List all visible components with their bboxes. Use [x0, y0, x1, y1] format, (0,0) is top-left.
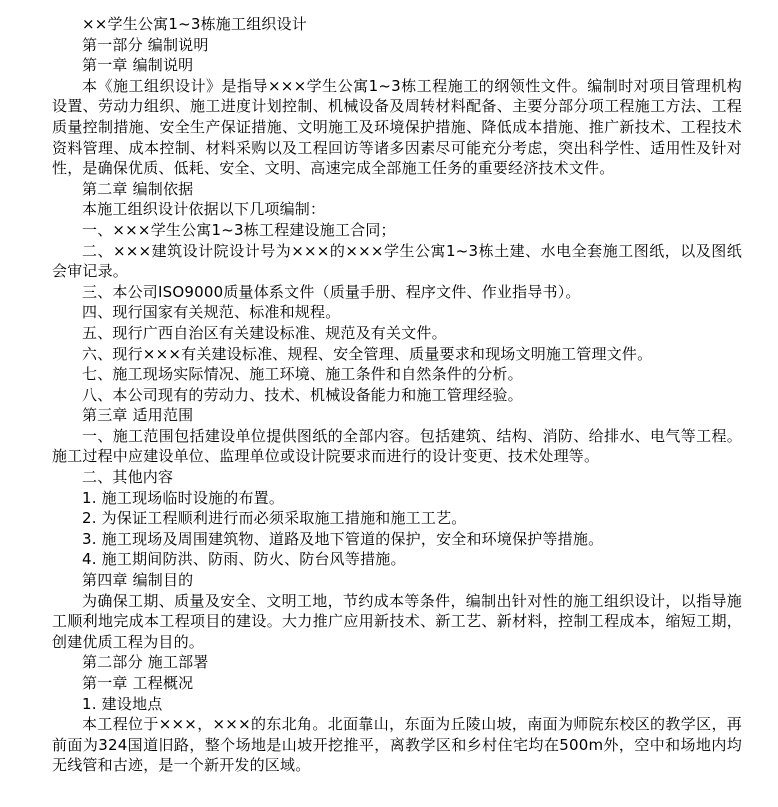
list-item: 2. 为保证工程顺利进行而必须采取施工措施和施工工艺。 — [82, 509, 467, 528]
paragraph: 一、施工范围包括建设单位提供图纸的全部内容。包括建筑、结构、消防、给排水、电气等工程。施工过程中应建设单位、监理单位或设计院要求而进行的设计变更、技术处理等。 — [52, 426, 742, 466]
list-item: 一、×××学生公寓1~3栋工程建设施工合同； — [82, 220, 396, 239]
paragraph: 本《施工组织设计》是指导×××学生公寓1~3栋工程施工的纲领性文件。编制时对项目管理机构设置、劳动力组织、施工进度计划控制、机械设备及周转材料配备、主要分部分项工程施工方法、工程质量控制措施、安全生产保证措施、文明施工及环境保护措施、降低成本措施、推广新技术、工程技术资料管理、成本控制、材料采购以及工程回访等诸多因素尽可能充分考虑，突出科学性、适用性及针对性，是确保优质、低耗、安全、文明、高速完成全部施工任务的重要经济技术文件。 — [52, 76, 742, 178]
list-item: 二、×××建筑设计院设计号为×××的×××学生公寓1~3栋土建、水电全套施工图纸，以及图纸会审记录。 — [52, 241, 742, 281]
paragraph: 本工程位于×××，×××的东北角。北面靠山，东面为丘陵山坡，南面为师院东校区的教学区，再前面为324国道旧路，整个场地是山坡开挖推平，离教学区和乡村住宅均在500m外，空中和场地内均无线管和古迹，是一个新开发的区域。 — [52, 715, 742, 775]
list-item: 八、本公司现有的劳动力、技术、机械设备能力和施工管理经验。 — [82, 385, 523, 404]
list-item: 4. 施工期间防洪、防雨、防火、防台风等措施。 — [82, 550, 406, 569]
chapter-heading: 第一章 工程概况 — [82, 674, 194, 692]
list-item: 1. 施工现场临时设施的布置。 — [82, 488, 285, 507]
chapter-heading: 第一章 编制说明 — [82, 56, 194, 75]
list-item: 六、现行×××有关建设标准、规程、安全管理、质量要求和现场文明施工管理文件。 — [82, 344, 653, 363]
paragraph: 为确保工期、质量及安全、文明工地，节约成本等条件，编制出针对性的施工组织设计，以指导施工顺利地完成本工程项目的建设。大力推广应用新技术、新工艺、新材料，控制工程成本，缩短工期，创建优质工程为目的。 — [52, 591, 742, 651]
list-item: 二、其他内容 — [82, 468, 174, 487]
list-item: 3. 施工现场及周围建筑物、道路及地下管道的保护，安全和环境保护等措施。 — [82, 529, 604, 548]
document-body — [52, 14, 742, 776]
chapter-heading: 第三章 适用范围 — [82, 406, 194, 425]
list-item: 五、现行广西自治区有关建设标准、规范及有关文件。 — [82, 323, 447, 342]
chapter-heading: 第四章 编制目的 — [82, 571, 194, 590]
part-heading: 第二部分 施工部署 — [82, 653, 209, 672]
list-item: 四、现行国家有关规范、标准和规程。 — [82, 303, 341, 322]
list-item: 七、施工现场实际情况、施工环境、施工条件和自然条件的分析。 — [82, 365, 523, 384]
paragraph: 本施工组织设计依据以下几项编制： — [82, 200, 326, 219]
chapter-heading: 第二章 编制依据 — [82, 179, 194, 198]
document-title: ××学生公寓1~3栋施工组织设计 — [82, 15, 307, 33]
list-item: 三、本公司ISO9000质量体系文件（质量手册、程序文件、作业指导书）。 — [82, 282, 581, 301]
section-heading: 1. 建设地点 — [82, 694, 163, 713]
part-heading: 第一部分 编制说明 — [82, 35, 209, 54]
